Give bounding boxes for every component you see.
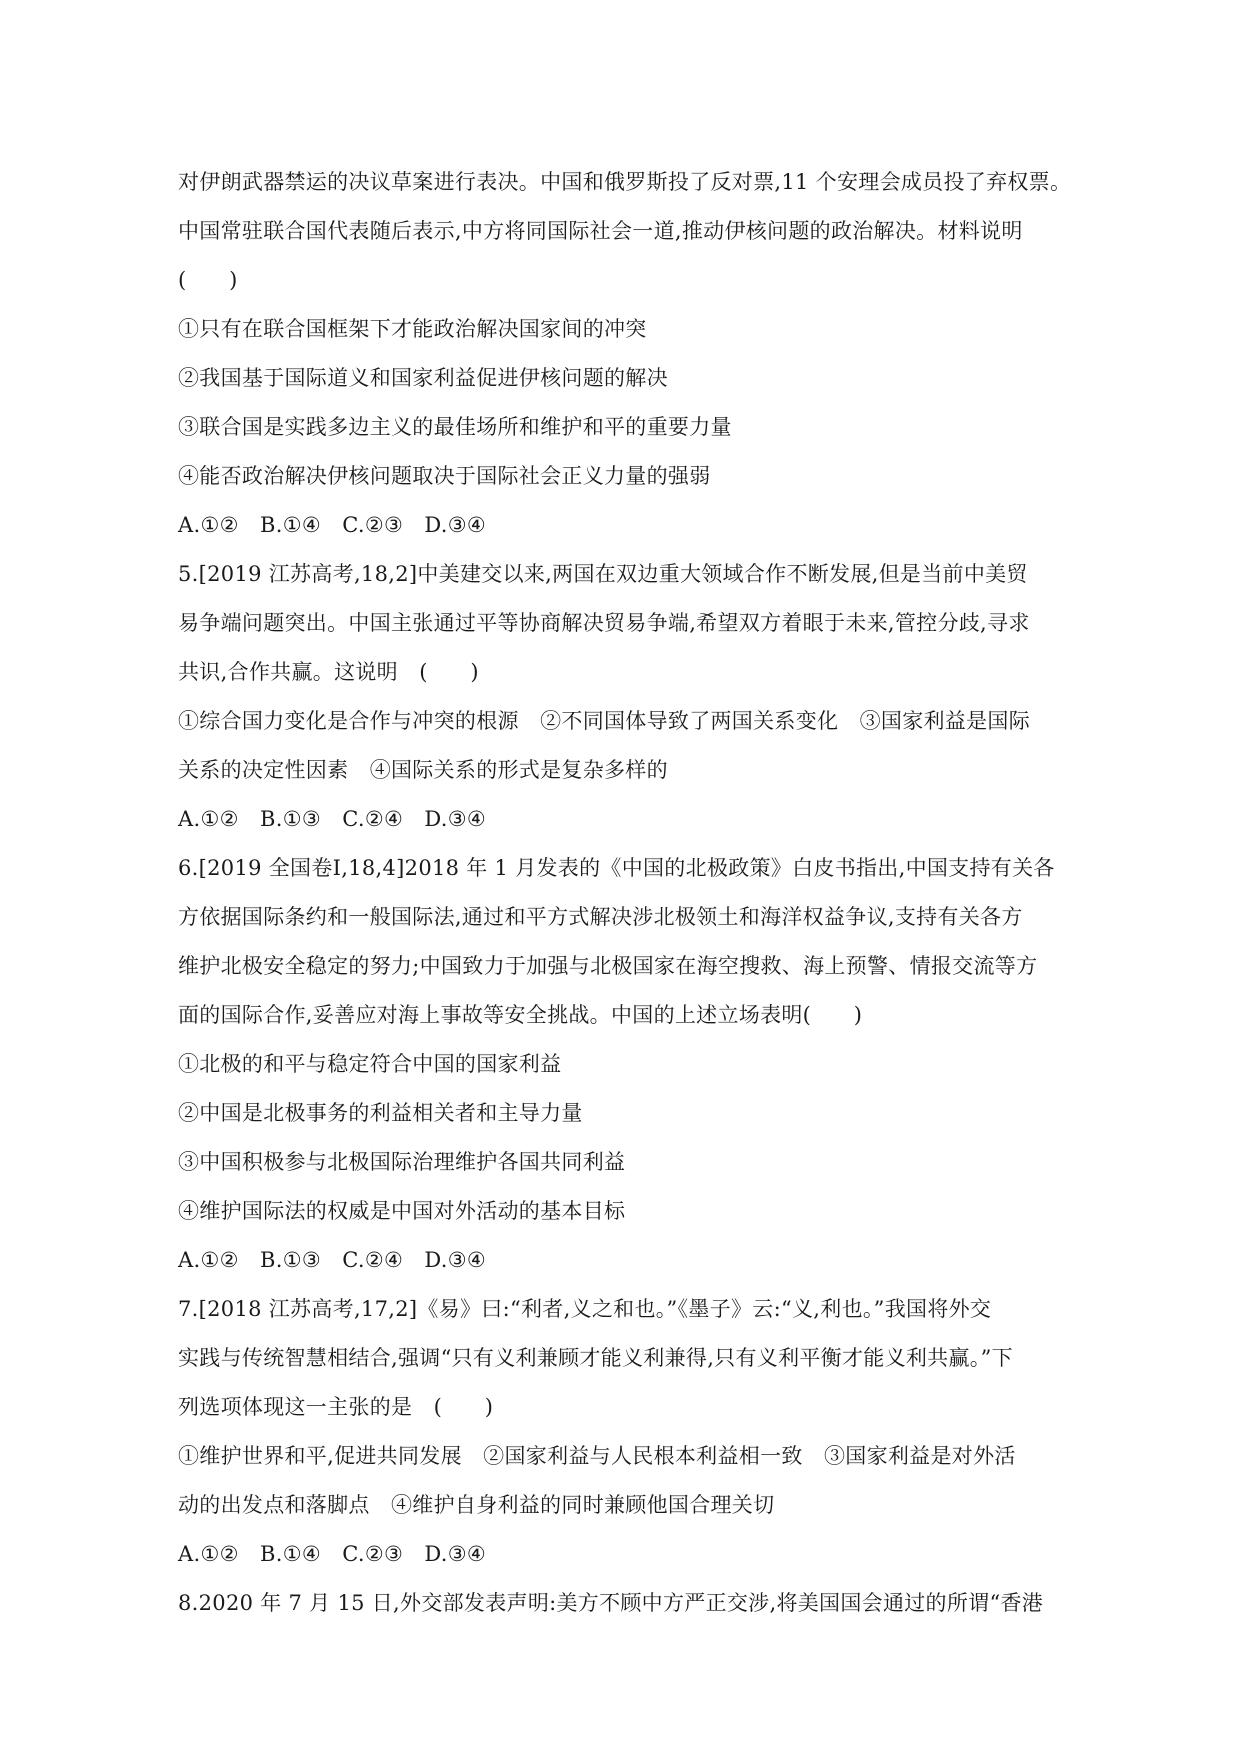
- question-6-stem: 维护北极安全稳定的努力;中国致力于加强与北极国家在海空搜救、海上预警、情报交流等方: [178, 954, 1038, 978]
- question-7-stem: 7.[2018 江苏高考,17,2]《易》曰:“利者,义之和也。”《墨子》云:“义,利也。”我国将外交: [178, 1297, 992, 1321]
- option-statement: ③中国积极参与北极国际治理维护各国共同利益: [178, 1150, 626, 1174]
- option-statement: ①维护世界和平,促进共同发展 ②国家利益与人民根本利益相一致 ③国家利益是对外活: [178, 1444, 1016, 1468]
- option-statement: ④维护国际法的权威是中国对外活动的基本目标: [178, 1199, 626, 1223]
- answer-choices: A.①② B.①③ C.②④ D.③④: [178, 1248, 487, 1272]
- option-statement: ①只有在联合国框架下才能政治解决国家间的冲突: [178, 317, 647, 341]
- option-statement: ③联合国是实践多边主义的最佳场所和维护和平的重要力量: [178, 415, 732, 439]
- question-7-stem: 实践与传统智慧相结合,强调“只有义利兼顾才能义利兼得,只有义利平衡才能义利共赢。”下: [178, 1346, 1013, 1370]
- option-statement: 动的出发点和落脚点 ④维护自身利益的同时兼顾他国合理关切: [178, 1493, 775, 1517]
- option-statement: ①综合国力变化是合作与冲突的根源 ②不同国体导致了两国关系变化 ③国家利益是国际: [178, 709, 1030, 733]
- question-5-stem: 5.[2019 江苏高考,18,2]中美建交以来,两国在双边重大领域合作不断发展,但是当前中美贸: [178, 562, 1028, 586]
- question-6-stem: 6.[2019 全国卷Ⅰ,18,4]2018 年 1 月发表的《中国的北极政策》白皮书指出,中国支持有关各: [178, 856, 1055, 880]
- answer-choices: A.①② B.①④ C.②③ D.③④: [178, 513, 487, 537]
- question-5-stem: 共识,合作共赢。这说明 ( ): [178, 660, 479, 684]
- option-statement: ①北极的和平与稳定符合中国的国家利益: [178, 1052, 562, 1076]
- option-statement: ②中国是北极事务的利益相关者和主导力量: [178, 1101, 583, 1125]
- question-7-stem: 列选项体现这一主张的是 ( ): [178, 1395, 494, 1419]
- option-statement: ④能否政治解决伊核问题取决于国际社会正义力量的强弱: [178, 464, 711, 488]
- question-6-stem: 面的国际合作,妥善应对海上事故等安全挑战。中国的上述立场表明( ): [178, 1003, 863, 1027]
- answer-bracket: ( ): [178, 268, 238, 292]
- option-statement: ②我国基于国际道义和国家利益促进伊核问题的解决: [178, 366, 668, 390]
- text-line: 中国常驻联合国代表随后表示,中方将同国际社会一道,推动伊核问题的政治解决。材料说明: [178, 219, 1023, 243]
- question-5-stem: 易争端问题突出。中国主张通过平等协商解决贸易争端,希望双方着眼于未来,管控分歧,寻求: [178, 611, 1030, 635]
- answer-choices: A.①② B.①④ C.②③ D.③④: [178, 1542, 487, 1566]
- document-body: [178, 158, 1072, 1628]
- option-statement: 关系的决定性因素 ④国际关系的形式是复杂多样的: [178, 758, 668, 782]
- question-6-stem: 方依据国际条约和一般国际法,通过和平方式解决涉北极领土和海洋权益争议,支持有关各方: [178, 905, 1023, 929]
- answer-choices: A.①② B.①③ C.②④ D.③④: [178, 807, 487, 831]
- question-8-stem: 8.2020 年 7 月 15 日,外交部发表声明:美方不顾中方严正交涉,将美国国会通过的所谓“香港: [178, 1591, 1044, 1615]
- text-line: 对伊朗武器禁运的决议草案进行表决。中国和俄罗斯投了反对票,11 个安理会成员投了弃权票。: [178, 170, 1072, 194]
